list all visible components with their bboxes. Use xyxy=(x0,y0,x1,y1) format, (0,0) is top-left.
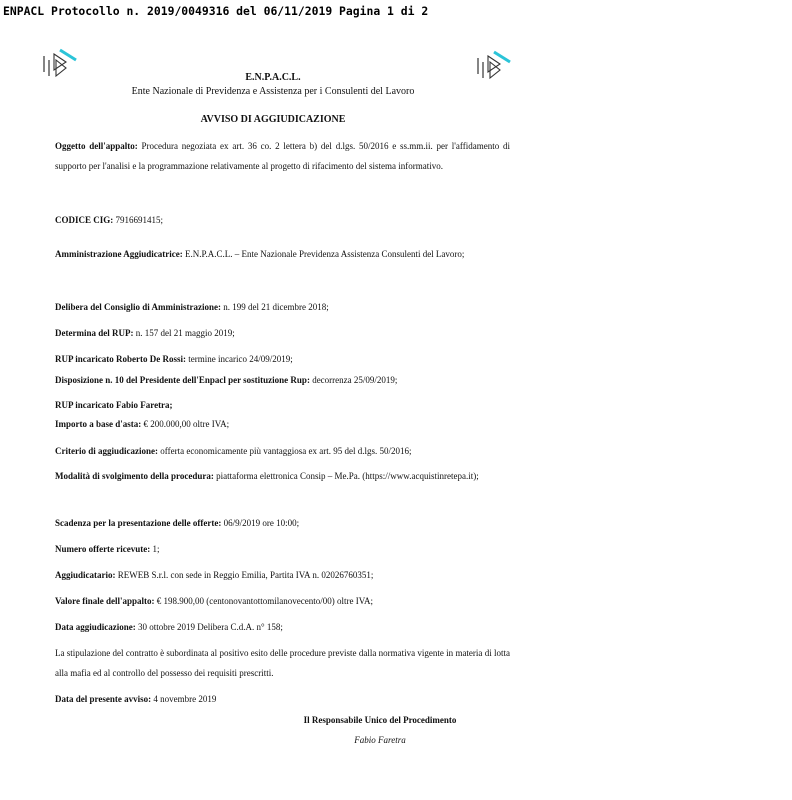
section-label: Amministrazione Aggiudicatrice: xyxy=(55,249,183,259)
section-offerte xyxy=(55,539,510,559)
section-label: RUP incaricato Roberto De Rossi: xyxy=(55,354,186,364)
section-rup-derossi xyxy=(55,349,510,369)
section-text: 1; xyxy=(150,544,160,554)
section-scadenza xyxy=(55,513,510,533)
section-label: Disposizione n. 10 del Presidente dell'Enpacl per sostituzione Rup: xyxy=(55,375,310,385)
section-criterio xyxy=(55,441,510,461)
section-text: termine incarico 24/09/2019; xyxy=(185,354,293,364)
section-text: decorrenza 25/09/2019; xyxy=(309,375,398,385)
section-text: piattaforma elettronica Consip – Me.Pa. (https://www.acquistinretepa.it); xyxy=(213,471,479,481)
section-label: Aggiudicatario: xyxy=(55,570,116,580)
document-title: AVVISO DI AGGIUDICAZIONE xyxy=(200,114,346,125)
section-text: 06/9/2019 ore 10:00; xyxy=(221,518,300,528)
section-text: offerta economicamente più vantaggiosa ex art. 95 del d.lgs. 50/2016; xyxy=(158,446,412,456)
section-data-avviso xyxy=(55,689,510,709)
protocol-header: ENPACL Protocollo n. 2019/0049316 del 06/11/2019 Pagina 1 di 2 xyxy=(3,4,429,18)
section-text: 30 ottobre 2019 Delibera C.d.A. n° 158; xyxy=(135,622,283,632)
section-stipulazione xyxy=(55,643,510,683)
section-label: Valore finale dell'appalto: xyxy=(55,596,155,606)
section-text: 7916691415; xyxy=(113,215,164,225)
section-determina xyxy=(55,323,510,343)
section-delibera xyxy=(55,297,510,317)
section-text: Procedura negoziata ex art. 36 co. 2 lettera b) del d.lgs. 50/2016 e ss.mm.ii. per l'affidamento di supporto per l'analisi e la programmazione relativamente al progetto di rifacimento del sistema informativo. xyxy=(55,141,511,171)
section-label: Criterio di aggiudicazione: xyxy=(55,446,158,456)
signer-name: Fabio Faretra xyxy=(354,735,406,745)
section-label: Numero offerte ricevute: xyxy=(55,544,151,554)
section-text: n. 157 del 21 maggio 2019; xyxy=(133,328,235,338)
section-text: n. 199 del 21 dicembre 2018; xyxy=(221,302,329,312)
section-data-aggiudicazione xyxy=(55,617,510,637)
section-text: E.N.P.A.C.L. – Ente Nazionale Previdenza Assistenza Consulenti del Lavoro; xyxy=(182,249,465,259)
section-label: Data del presente avviso: xyxy=(55,694,152,704)
section-oggetto xyxy=(55,136,510,176)
section-text: La stipulazione del contratto è subordinata al positivo esito delle procedure previste dalla normativa vigente in materia di lotta alla mafia ed al controllo del possesso dei requisiti prescritti. xyxy=(55,648,510,678)
section-label: Data aggiudicazione: xyxy=(55,622,136,632)
section-label: Determina del RUP: xyxy=(55,328,134,338)
section-cig xyxy=(55,210,510,230)
section-amministrazione xyxy=(55,244,510,264)
section-rup-faretra xyxy=(55,395,510,415)
section-label: Importo a base d'asta: xyxy=(55,419,142,429)
section-text: € 198.900,00 (centonovantottomilanovecento/00) oltre IVA; xyxy=(154,596,374,606)
org-acronym: E.N.P.A.C.L. xyxy=(245,72,301,83)
section-label: RUP incaricato Fabio Faretra; xyxy=(55,400,173,410)
org-name: Ente Nazionale di Previdenza e Assistenza per i Consulenti del Lavoro xyxy=(131,86,415,97)
section-disposizione xyxy=(55,370,510,390)
signer-role: Il Responsabile Unico del Procedimento xyxy=(303,715,457,725)
section-label: Scadenza per la presentazione delle offerte: xyxy=(55,518,222,528)
section-label: Modalità di svolgimento della procedura: xyxy=(55,471,214,481)
section-label: Oggetto dell'appalto: xyxy=(55,141,138,151)
section-label: CODICE CIG: xyxy=(55,215,114,225)
section-text: 4 novembre 2019 xyxy=(151,694,217,704)
section-modalita xyxy=(55,466,510,486)
section-aggiudicatario xyxy=(55,565,510,585)
section-text: REWEB S.r.l. con sede in Reggio Emilia, Partita IVA n. 02026760351; xyxy=(115,570,374,580)
section-text: € 200.000,00 oltre IVA; xyxy=(141,419,230,429)
section-importo xyxy=(55,414,510,434)
section-valore xyxy=(55,591,510,611)
section-label: Delibera del Consiglio di Amministrazione: xyxy=(55,302,221,312)
